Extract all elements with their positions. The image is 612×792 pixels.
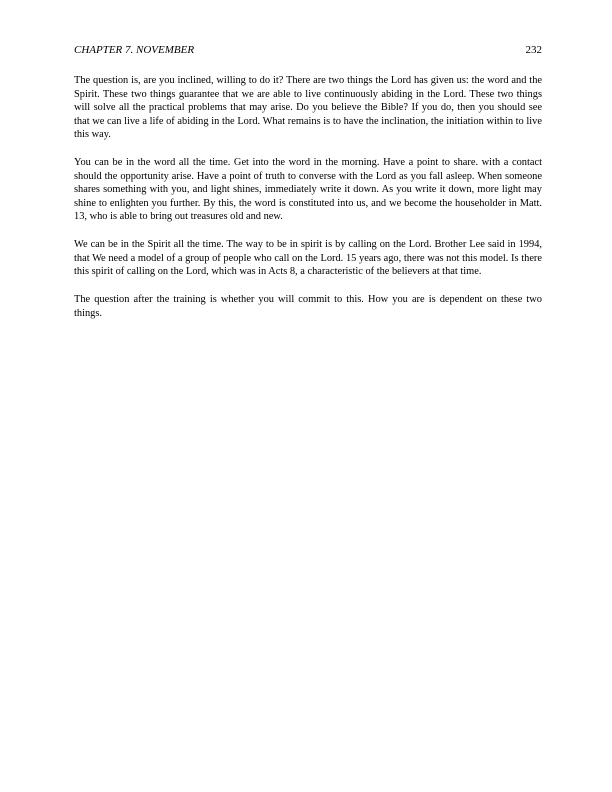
paragraph-1: The question is, are you inclined, willing to do it? There are two things the Lord has given us: the word and the Spirit. These two things guarantee that we are able to live continuously abiding in the Lord. These two things will solve all the practical problems that may arise. Do you believe the Bible? If you do, then you should see that we can live a life of abiding in the Lord. What remains is to have the inclination, the initiation within to live this way. (74, 75, 542, 140)
paragraph-4: The question after the training is whether you will commit to this. How you are is dependent on these two things. (74, 294, 542, 319)
paragraph-3: We can be in the Spirit all the time. The way to be in spirit is by calling on the Lord. Brother Lee said in 1994, that We need a model of a group of people who call on the Lord. 15 years ago, there was not this model. Is there this spirit of calling on the Lord, which was in Acts 8, a characteristic of the believers at that time. (74, 239, 542, 277)
body-text (74, 74, 542, 335)
chapter-title: CHAPTER 7. NOVEMBER (74, 44, 195, 56)
running-header (74, 43, 542, 57)
page-number: 232 (525, 44, 542, 56)
paragraph-2: You can be in the word all the time. Get into the word in the morning. Have a point to share. with a contact should the opportunity arise. Have a point of truth to converse with the Lord as you fall asleep. When someone shares something with you, and light shines, immediately write it down. As you write it down, more light may shine to enlighten you further. By this, the word is constituted into us, and we become the householder in Matt. 13, who is able to bring out treasures old and new. (74, 157, 542, 222)
